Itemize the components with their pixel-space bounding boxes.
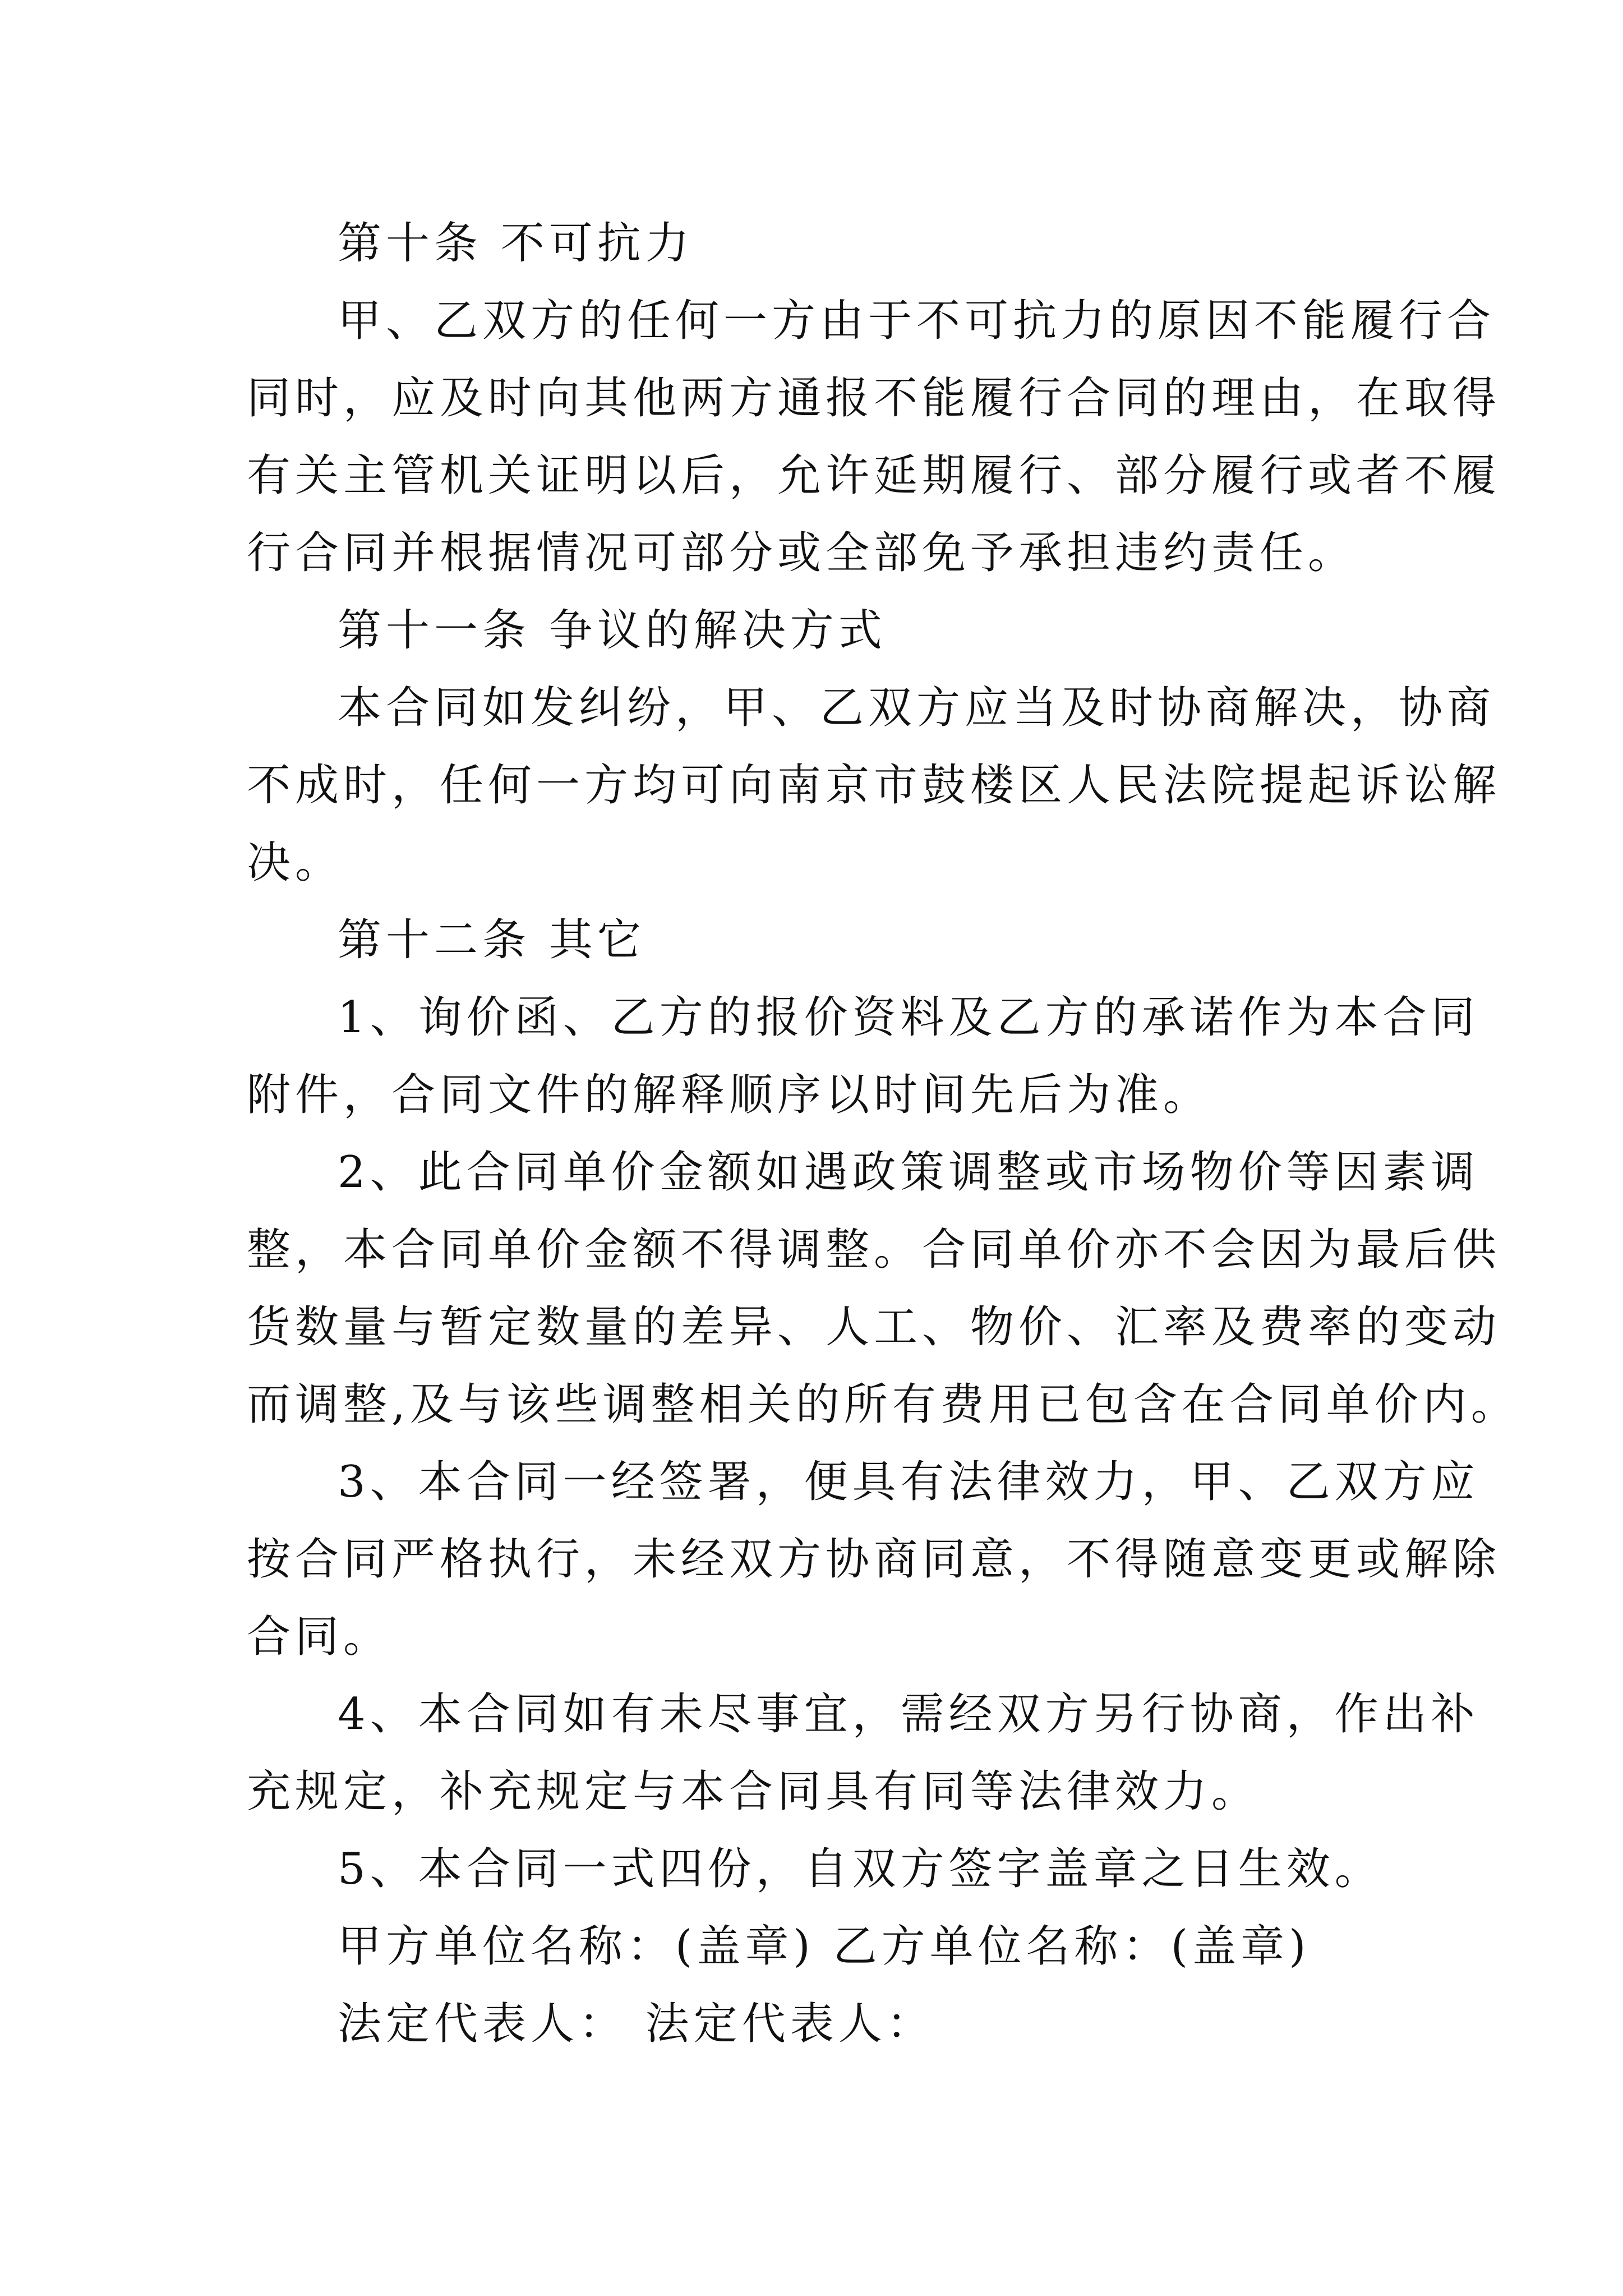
article-11-text-line: 本合同如发纠纷，甲、乙双方应当及时协商解决，协商	[338, 683, 1496, 733]
clause-5-line: 5、本合同一式四份，自双方签字盖章之日生效。	[338, 1844, 1383, 1894]
article-10-text-line: 有关主管机关证明以后，允许延期履行、部分履行或者不履	[247, 450, 1501, 501]
clause-1-line: 附件，合同文件的解释顺序以时间先后为准。	[247, 1070, 1212, 1120]
article-10-text-line: 甲、乙双方的任何一方由于不可抗力的原因不能履行合	[338, 296, 1496, 346]
article-12-heading: 第十二条 其它	[338, 915, 645, 965]
clause-2-line: 而调整,及与该些调整相关的所有费用已包含在合同单价内。	[247, 1379, 1519, 1430]
clause-1-line: 1、询价函、乙方的报价资料及乙方的承诺作为本合同	[338, 992, 1479, 1043]
clause-3-line: 3、本合同一经签署，便具有法律效力，甲、乙双方应	[338, 1457, 1479, 1507]
clause-2-line: 2、此合同单价金额如遇政策调整或市场物价等因素调	[338, 1147, 1479, 1198]
clause-3-line: 合同。	[247, 1612, 392, 1662]
signature-party-names: 甲方单位名称：(盖章) 乙方单位名称：(盖章)	[338, 1921, 1311, 1972]
clause-3-line: 按合同严格执行，未经双方协商同意，不得随意变更或解除	[247, 1534, 1501, 1585]
clause-2-line: 整，本合同单价金额不得调整。合同单价亦不会因为最后供	[247, 1225, 1501, 1275]
signature-legal-representatives: 法定代表人： 法定代表人：	[338, 1999, 935, 2049]
article-11-heading: 第十一条 争议的解决方式	[338, 605, 887, 656]
article-10-heading: 第十条 不可抗力	[338, 218, 694, 269]
contract-page	[247, 205, 1519, 2063]
clause-4-line: 4、本合同如有未尽事宜，需经双方另行协商，作出补	[338, 1689, 1479, 1740]
clause-4-line: 充规定，补充规定与本合同具有同等法律效力。	[247, 1766, 1260, 1817]
article-10-text-line: 行合同并根据情况可部分或全部免予承担违约责任。	[247, 528, 1357, 578]
article-10-text-line: 同时，应及时向其他两方通报不能履行合同的理由，在取得	[247, 373, 1501, 424]
article-11-text-line: 不成时，任何一方均可向南京市鼓楼区人民法院提起诉讼解	[247, 760, 1501, 811]
clause-2-line: 货数量与暂定数量的差异、人工、物价、汇率及费率的变动	[247, 1302, 1501, 1352]
article-11-text-line: 决。	[247, 838, 344, 888]
